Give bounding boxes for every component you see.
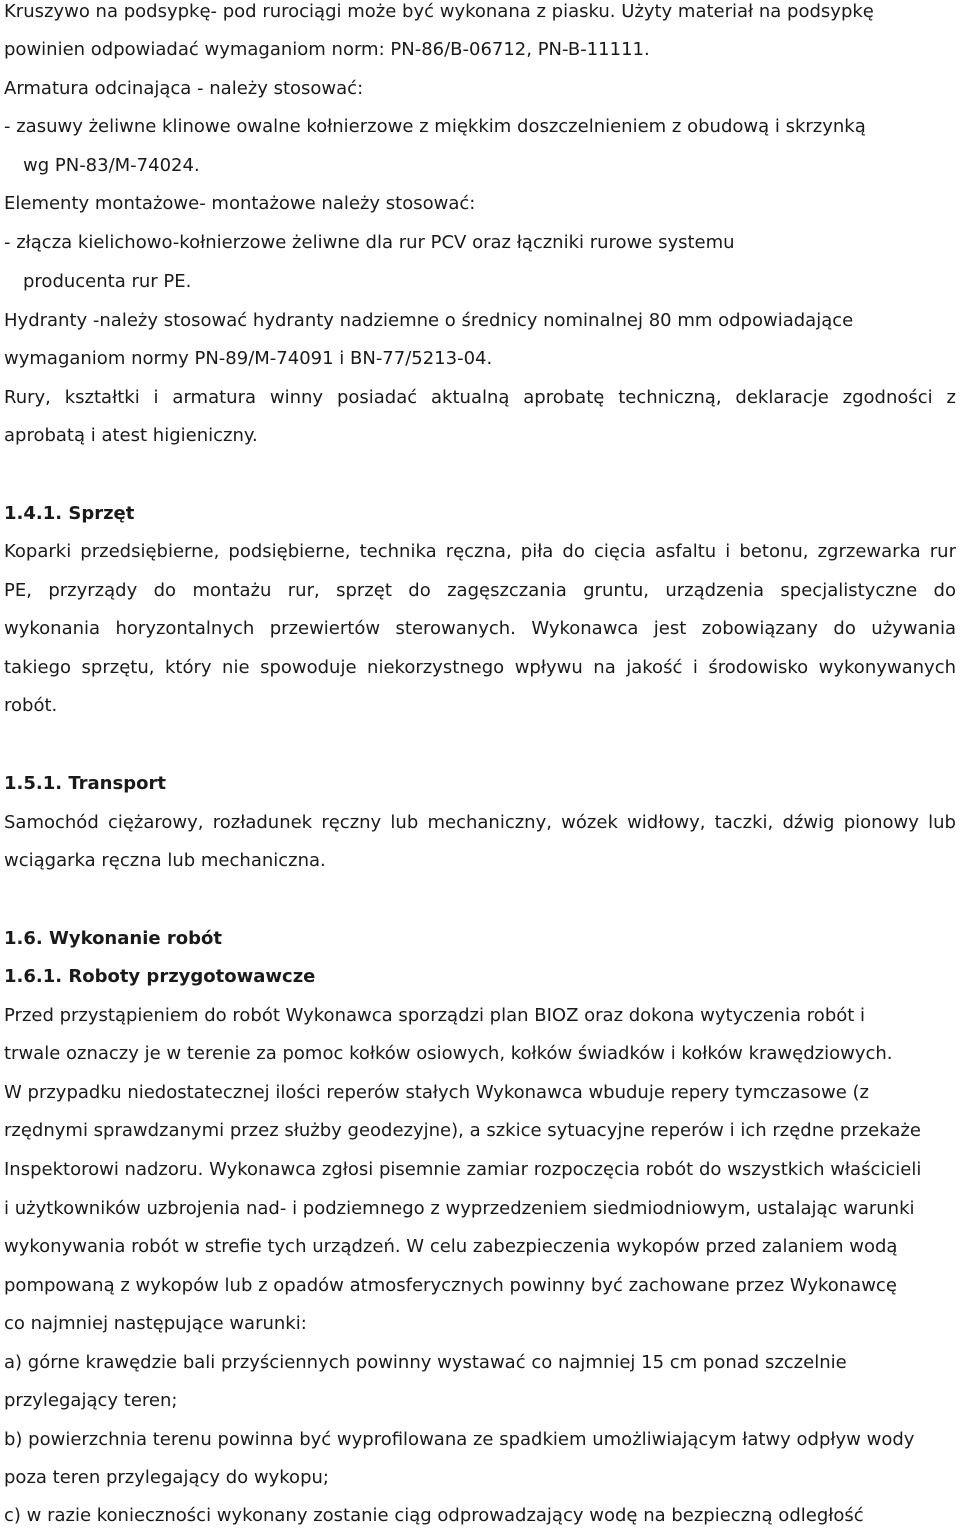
list-item: c) w razie konieczności wykonany zostanie ciąg odprowadzający wodę na bezpieczną odległość <box>4 1505 864 1526</box>
section-heading: 1.5.1. Transport <box>4 773 166 794</box>
list-item-continuation: producenta rur PE. <box>23 271 192 292</box>
list-item: - zasuwy żeliwne klinowe owalne kołnierzowe z miękkim doszczelnieniem z obudową i skrzynką <box>4 116 866 137</box>
text-line: Kruszywo na podsypkę- pod rurociągi może być wykonana z piasku. Użyty materiał na podsypkę <box>4 1 874 22</box>
text-line: Inspektorowi nadzoru. Wykonawca zgłosi pisemnie zamiar rozpoczęcia robót do wszystkich właścicieli <box>4 1159 922 1180</box>
text-line: aprobatą i atest higieniczny. <box>4 425 258 446</box>
text-line: Samochód ciężarowy, rozładunek ręczny lub mechaniczny, wózek widłowy, taczki, dźwig pionowy lub <box>4 812 956 833</box>
text-line: wykonywania robót w strefie tych urządzeń. W celu zabezpieczenia wykopów przed zalaniem wodą <box>4 1236 898 1257</box>
text-line: Elementy montażowe- montażowe należy stosować: <box>4 193 476 214</box>
text-line: Przed przystąpieniem do robót Wykonawca sporządzi plan BIOZ oraz dokona wytyczenia robót i <box>4 1005 866 1026</box>
list-item: - złącza kielichowo-kołnierzowe żeliwne dla rur PCV oraz łączniki rurowe systemu <box>4 232 735 253</box>
text-line: wykonania horyzontalnych przewiertów sterowanych. Wykonawca jest zobowiązany do używania <box>4 618 956 639</box>
list-item-continuation: poza teren przylegający do wykopu; <box>4 1467 329 1488</box>
text-line: Armatura odcinająca - należy stosować: <box>4 78 364 99</box>
section-heading: 1.6.1. Roboty przygotowawcze <box>4 966 316 987</box>
text-line: rzędnymi sprawdzanymi przez służby geodezyjne), a szkice sytuacyjne reperów i ich rzędne przekaże <box>4 1120 921 1141</box>
text-line: wymaganiom normy PN-89/M-74091 i BN-77/5213-04. <box>4 348 493 369</box>
text-line: W przypadku niedostatecznej ilości reperów stałych Wykonawca wbuduje repery tymczasowe (z <box>4 1082 869 1103</box>
text-line: powinien odpowiadać wymaganiom norm: PN-86/B-06712, PN-B-11111. <box>4 39 650 60</box>
text-line: takiego sprzętu, który nie spowoduje niekorzystnego wpływu na jakość i środowisko wykonywanych <box>4 657 956 678</box>
text-line: pompowaną z wykopów lub z opadów atmosferycznych powinny być zachowane przez Wykonawcę <box>4 1275 897 1296</box>
text-line: trwale oznaczy je w terenie za pomoc kołków osiowych, kołków świadków i kołków krawędziowych. <box>4 1043 893 1064</box>
text-line: PE, przyrządy do montażu rur, sprzęt do zagęszczania gruntu, urządzenia specjalistyczne do <box>4 580 956 601</box>
text-line: wciągarka ręczna lub mechaniczna. <box>4 850 326 871</box>
list-item-continuation: wg PN-83/M-74024. <box>23 155 200 176</box>
text-line: Koparki przedsiębierne, podsiębierne, technika ręczna, piła do cięcia asfaltu i betonu, zgrzewarka rur <box>4 541 956 562</box>
text-line: Hydranty -należy stosować hydranty nadziemne o średnicy nominalnej 80 mm odpowiadające <box>4 310 854 331</box>
text-line: Rury, kształtki i armatura winny posiadać aktualną aprobatę techniczną, deklaracje zgodności z <box>4 387 956 408</box>
text-line: co najmniej następujące warunki: <box>4 1313 307 1334</box>
section-heading: 1.6. Wykonanie robót <box>4 928 222 949</box>
section-heading: 1.4.1. Sprzęt <box>4 503 135 524</box>
text-line: i użytkowników uzbrojenia nad- i podziemnego z wyprzedzeniem siedmiodniowym, ustalając warunki <box>4 1198 915 1219</box>
list-item: a) górne krawędzie bali przyściennych powinny wystawać co najmniej 15 cm ponad szczelnie <box>4 1352 847 1373</box>
list-item-continuation: przylegający teren; <box>4 1390 178 1411</box>
text-line: robót. <box>4 695 58 716</box>
list-item: b) powierzchnia terenu powinna być wyprofilowana ze spadkiem umożliwiającym łatwy odpływ wody <box>4 1429 915 1450</box>
